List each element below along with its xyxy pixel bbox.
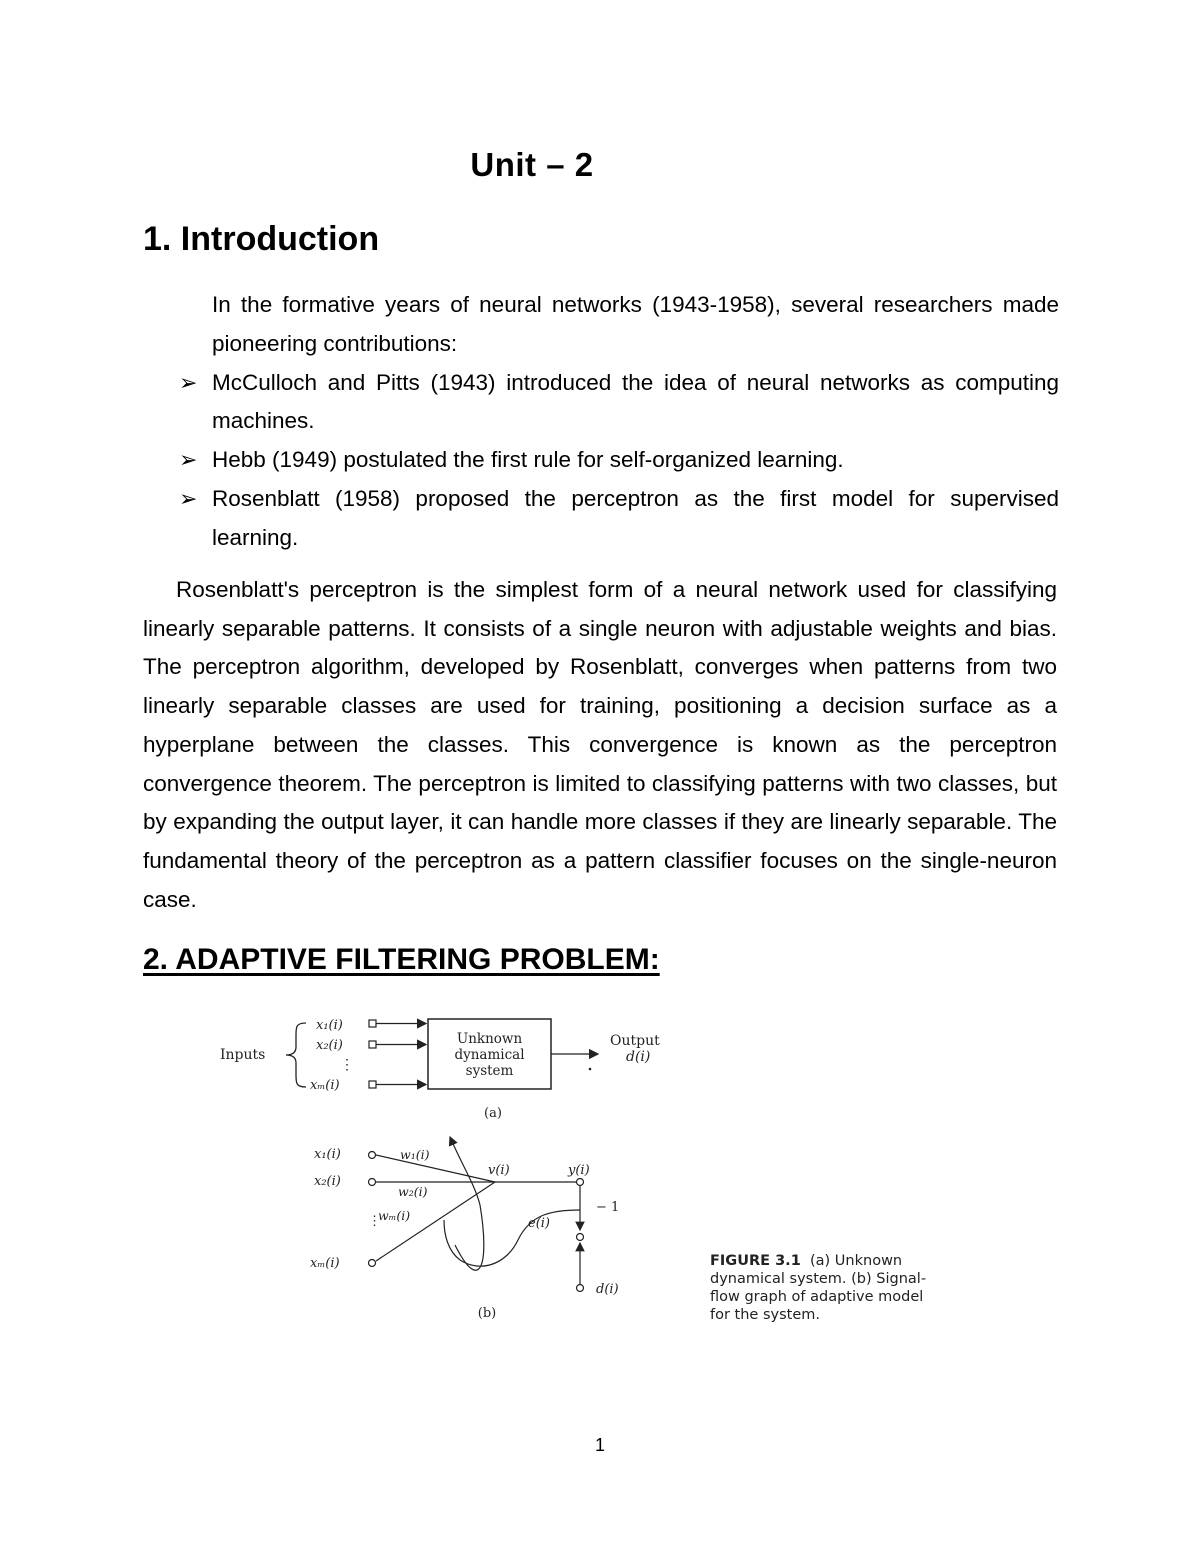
output-label: Output bbox=[610, 1033, 660, 1049]
bullet-item bbox=[143, 364, 1059, 442]
v-label: v(i) bbox=[488, 1163, 510, 1178]
box-line-3: system bbox=[465, 1063, 514, 1079]
x1-label: x₁(i) bbox=[316, 1018, 343, 1033]
caption-line-1: (a) Unknown bbox=[810, 1253, 903, 1269]
xm-label: xₘ(i) bbox=[310, 1078, 340, 1093]
bullet-item bbox=[143, 480, 1059, 558]
e-label: e(i) bbox=[528, 1216, 550, 1231]
box-line-2: dynamical bbox=[454, 1047, 525, 1063]
arrow-bullet-icon: ➢ bbox=[179, 447, 198, 473]
figure-caption bbox=[710, 1253, 926, 1323]
error-feedback-curve bbox=[444, 1210, 580, 1266]
wm-label: wₘ(i) bbox=[378, 1208, 411, 1223]
input-node bbox=[369, 1179, 376, 1186]
figure-3-1 bbox=[150, 1005, 1050, 1325]
caption-line-2: dynamical system. (b) Signal- bbox=[710, 1271, 927, 1287]
input-node bbox=[369, 1152, 376, 1159]
error-node bbox=[577, 1234, 584, 1241]
part-b-label: (b) bbox=[477, 1306, 497, 1321]
bullet-text: Hebb (1949) postulated the first rule for self-organized learning. bbox=[212, 447, 844, 473]
bullet-text: McCulloch and Pitts (1943) introduced the idea of neural networks as computing machines. bbox=[212, 369, 1059, 434]
d-label: d(i) bbox=[596, 1282, 619, 1297]
introduction-block bbox=[143, 286, 1059, 558]
input-node bbox=[369, 1020, 376, 1027]
output-symbol: d(i) bbox=[626, 1049, 651, 1065]
desired-node bbox=[577, 1285, 584, 1292]
w2-label: w₂(i) bbox=[398, 1184, 428, 1199]
unit-title: Unit – 2 bbox=[470, 146, 594, 183]
w1-label: w₁(i) bbox=[400, 1147, 430, 1162]
caption-figure-number: FIGURE 3.1 bbox=[710, 1253, 801, 1269]
figure-part-a bbox=[220, 1018, 660, 1121]
xm-label: xₘ(i) bbox=[310, 1256, 340, 1271]
input-node bbox=[369, 1081, 376, 1088]
perceptron-paragraph: Rosenblatt's perceptron is the simplest form of a neural network used for classifying linearly separable patterns. It consists of a single neuron with adjustable weights and bias. The perceptron algorithm, developed by Rosenblatt, converges when patterns from two linearly separable classes are used for training, positioning a decision surface as a hyperplane between the classes. This convergence is known as the perceptron convergence theorem. The perceptron is limited to classifying patterns with two classes, but by expanding the output layer, it can handle more classes if they are linearly separable. The fundamental theory of the perceptron as a pattern classifier focuses on the single-neuron case. bbox=[143, 577, 1057, 912]
section-heading-adaptive-filtering: 2. ADAPTIVE FILTERING PROBLEM: bbox=[143, 943, 660, 976]
arrow-bullet-icon: ➢ bbox=[179, 485, 198, 511]
x2-label: x₂(i) bbox=[316, 1038, 343, 1053]
part-a-label: (a) bbox=[484, 1106, 502, 1121]
input-node bbox=[369, 1041, 376, 1048]
dots-label: ⋮ bbox=[340, 1057, 354, 1073]
intro-lead-text: In the formative years of neural networks (1943-1958), several researchers made pioneering contributions: bbox=[212, 292, 1059, 356]
inputs-brace bbox=[286, 1023, 306, 1087]
y-node bbox=[577, 1179, 584, 1186]
y-label: y(i) bbox=[568, 1163, 590, 1178]
inputs-label: Inputs bbox=[220, 1047, 266, 1063]
caption-line-3: flow graph of adaptive model bbox=[710, 1289, 924, 1305]
page-number: 1 bbox=[594, 1435, 605, 1455]
x1-label: x₁(i) bbox=[314, 1147, 341, 1162]
figure-part-b bbox=[310, 1137, 619, 1321]
box-line-1: Unknown bbox=[456, 1031, 523, 1047]
figure-diagram bbox=[150, 1005, 1050, 1325]
minus-one-label: − 1 bbox=[596, 1200, 620, 1215]
x2-label: x₂(i) bbox=[314, 1174, 341, 1189]
bullet-text: Rosenblatt (1958) proposed the perceptron as the first model for supervised learning. bbox=[212, 485, 1059, 550]
bullet-item bbox=[143, 441, 1059, 480]
arrow-bullet-icon: ➢ bbox=[179, 369, 198, 395]
adaptation-arrow bbox=[450, 1137, 484, 1270]
dots-label: ⋮ bbox=[368, 1214, 381, 1229]
caption-line-4: for the system. bbox=[710, 1307, 820, 1323]
section-heading-introduction: 1. Introduction bbox=[143, 220, 380, 258]
input-node bbox=[369, 1260, 376, 1267]
